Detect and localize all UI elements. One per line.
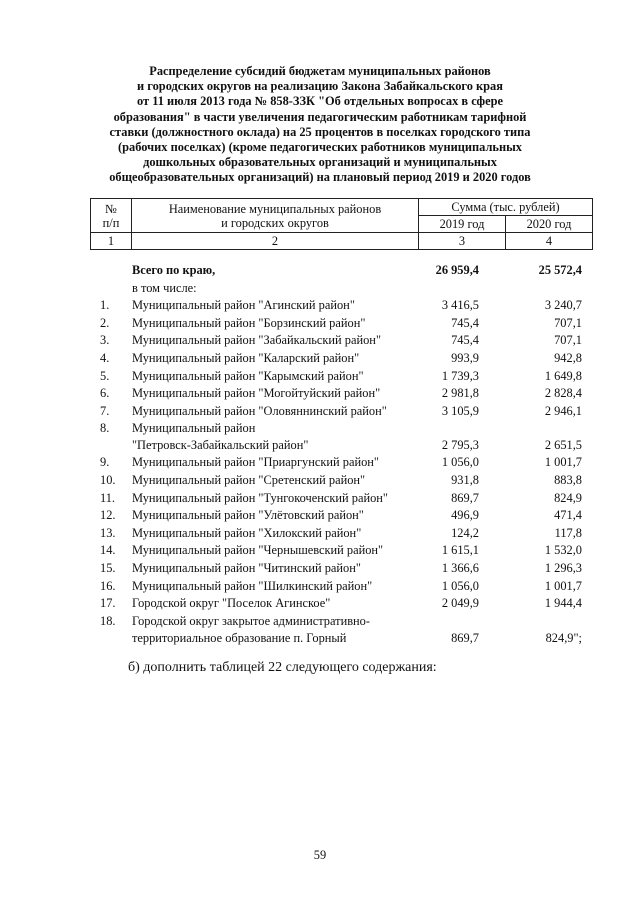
- row-value-2020: 3 240,7: [544, 298, 582, 313]
- row-number: 6.: [100, 386, 110, 401]
- row-name-line: Муниципальный район "Забайкальский район": [132, 333, 381, 348]
- row-value-2019: 931,8: [451, 472, 479, 487]
- table-row: [90, 350, 590, 368]
- row-name: [132, 332, 432, 350]
- title-line: (рабочих поселках) (кроме педагогических работников муниципальных: [118, 140, 522, 155]
- table-body: [90, 262, 590, 647]
- row-value-2020: 1 001,7: [544, 578, 582, 593]
- row-value-2020: 824,9";: [545, 630, 582, 645]
- table-row: [90, 560, 590, 578]
- header-name-line1: Наименование муниципальных районов: [168, 201, 382, 216]
- row-name: [132, 613, 432, 647]
- table-row: [90, 420, 590, 454]
- row-name: [132, 525, 432, 543]
- title-line: Распределение субсидий бюджетам муниципальных районов: [149, 64, 491, 78]
- header-2020: 2020 год: [506, 216, 593, 233]
- row-number: 17.: [100, 596, 116, 611]
- document-title: [86, 64, 554, 186]
- row-number: 2.: [100, 315, 110, 330]
- row-value-2019: 124,2: [451, 525, 479, 540]
- row-value-2019: 2 795,3: [441, 438, 479, 453]
- row-name-line: Муниципальный район "Читинский район": [132, 560, 361, 575]
- row-value-2019: 745,4: [451, 315, 479, 330]
- row-number: 11.: [100, 490, 116, 505]
- header-2019: 2019 год: [419, 216, 506, 233]
- row-name: [132, 350, 432, 368]
- row-value-2020: 1 944,4: [544, 596, 582, 611]
- total-2020: 25 572,4: [538, 263, 582, 277]
- row-name-line: Муниципальный район "Улётовский район": [132, 508, 364, 523]
- row-name-line: Муниципальный район "Сретенский район": [132, 472, 366, 487]
- row-number: 5.: [100, 368, 110, 383]
- row-value-2019: 993,9: [451, 350, 479, 365]
- title-line: образования" в части увеличения педагогическим работникам тарифной: [113, 109, 527, 124]
- table-header: [90, 198, 593, 250]
- title-line: ставки (должностного оклада) на 25 процентов в поселках городского типа: [109, 124, 531, 139]
- title-line: дошкольных образовательных организаций и муниципальных: [143, 155, 497, 170]
- row-name-line: Муниципальный район "Агинский район": [132, 298, 355, 313]
- table-row: [90, 542, 590, 560]
- row-name-line: Муниципальный район "Борзинский район": [132, 315, 366, 330]
- row-value-2020: 471,4: [554, 508, 582, 523]
- row-name-line: Муниципальный район "Каларский район": [132, 350, 360, 365]
- row-number: 3.: [100, 333, 110, 348]
- row-number: 14.: [100, 543, 116, 558]
- row-number: 18.: [100, 613, 116, 628]
- row-name: [132, 403, 432, 421]
- row-value-2019: 2 981,8: [441, 386, 479, 401]
- table-row: [90, 472, 590, 490]
- total-2019: 26 959,4: [435, 263, 479, 277]
- row-number: 13.: [100, 525, 116, 540]
- row-value-2019: 3 105,9: [441, 403, 479, 418]
- row-name: [132, 385, 432, 403]
- table-row: [90, 525, 590, 543]
- row-value-2019: 1 056,0: [441, 578, 479, 593]
- header-col-1: 1: [91, 233, 132, 250]
- row-name: [132, 297, 432, 315]
- table-row: [90, 613, 590, 647]
- total-label: Всего по краю,: [132, 263, 216, 277]
- row-name: [132, 507, 432, 525]
- row-value-2020: 2 946,1: [544, 403, 582, 418]
- row-number: 15.: [100, 560, 116, 575]
- row-value-2020: 707,1: [554, 315, 582, 330]
- row-name-line: Муниципальный район "Могойтуйский район": [132, 386, 381, 401]
- row-number: 16.: [100, 578, 116, 593]
- row-value-2019: 869,7: [451, 630, 479, 645]
- row-name-line: "Петровск-Забайкальский район": [132, 438, 309, 453]
- title-line: от 11 июля 2013 года № 858-ЗЗК "Об отдельных вопросах в сфере: [137, 94, 503, 109]
- row-number: 10.: [100, 472, 116, 487]
- header-num-cell: [91, 199, 132, 233]
- row-name-line: Муниципальный район "Чернышевский район": [132, 543, 384, 558]
- row-name: [132, 560, 432, 578]
- row-value-2019: 869,7: [451, 490, 479, 505]
- row-number: 9.: [100, 455, 110, 470]
- row-name-line: Муниципальный район "Тунгокоченский район": [132, 490, 388, 505]
- header-num-line2: п/п: [102, 215, 120, 230]
- row-value-2019: 3 416,5: [441, 298, 479, 313]
- row-name-line: Муниципальный район "Приаргунский район": [132, 455, 379, 470]
- including-label: в том числе:: [132, 280, 197, 295]
- row-value-2020: 117,8: [554, 525, 582, 540]
- row-value-2020: 1 296,3: [544, 560, 582, 575]
- table-row: [90, 368, 590, 386]
- row-value-2020: 1 532,0: [544, 543, 582, 558]
- title-line: общеобразовательных организаций) на плановый период 2019 и 2020 годов: [109, 170, 531, 185]
- row-name-line: Муниципальный район "Хилокский район": [132, 525, 362, 540]
- header-name-line2: и городских округов: [221, 215, 329, 230]
- row-value-2019: 1 615,1: [441, 543, 479, 558]
- row-number: 8.: [100, 421, 110, 436]
- table-row: [90, 332, 590, 350]
- row-value-2020: 883,8: [554, 472, 582, 487]
- row-value-2020: 2 651,5: [544, 438, 582, 453]
- row-name: [132, 454, 432, 472]
- table-row: [90, 454, 590, 472]
- table-row: [90, 507, 590, 525]
- row-value-2019: 1 739,3: [441, 368, 479, 383]
- row-name-line: Муниципальный район "Шилкинский район": [132, 578, 373, 593]
- row-name: [132, 315, 432, 333]
- row-value-2019: 1 366,6: [441, 560, 479, 575]
- row-value-2020: 1 001,7: [544, 455, 582, 470]
- row-name: [132, 595, 432, 613]
- header-col-3: 3: [419, 233, 506, 250]
- title-line: и городских округов на реализацию Закона Забайкальского края: [137, 79, 503, 94]
- row-value-2020: 942,8: [554, 350, 582, 365]
- table-row: [90, 297, 590, 315]
- row-name-line: территориальное образование п. Горный: [132, 630, 347, 645]
- amendment-text: б) дополнить таблицей 22 следующего содержания:: [128, 660, 437, 675]
- row-name: [132, 472, 432, 490]
- header-col-2: 2: [132, 233, 419, 250]
- row-name: [132, 420, 432, 454]
- row-value-2019: 2 049,9: [441, 596, 479, 611]
- row-name: [132, 368, 432, 386]
- row-value-2019: 496,9: [451, 508, 479, 523]
- row-name-line: Муниципальный район "Карымский район": [132, 368, 364, 383]
- header-name-cell: [132, 199, 419, 233]
- row-number: 12.: [100, 508, 116, 523]
- row-name-line: Городской округ "Поселок Агинское": [132, 596, 331, 611]
- including-row: [90, 280, 590, 298]
- row-number: 4.: [100, 350, 110, 365]
- row-value-2020: 824,9: [554, 490, 582, 505]
- table-row: [90, 595, 590, 613]
- row-name-line: Муниципальный район "Оловяннинский район": [132, 403, 387, 418]
- header-col-4: 4: [506, 233, 593, 250]
- table-row: [90, 315, 590, 333]
- row-value-2019: 1 056,0: [441, 455, 479, 470]
- row-name: [132, 542, 432, 560]
- row-value-2020: 1 649,8: [544, 368, 582, 383]
- total-row: [90, 262, 590, 280]
- row-value-2020: 2 828,4: [544, 386, 582, 401]
- table-row: [90, 578, 590, 596]
- row-name: [132, 490, 432, 508]
- row-value-2020: 707,1: [554, 333, 582, 348]
- table-row: [90, 385, 590, 403]
- table-row: [90, 403, 590, 421]
- header-num-line1: №: [105, 201, 117, 216]
- table-row: [90, 490, 590, 508]
- page-number: 59: [313, 848, 327, 862]
- row-name-line: Муниципальный район: [132, 421, 256, 436]
- row-name-line: Городской округ закрытое административно-: [132, 613, 370, 628]
- row-number: 7.: [100, 403, 110, 418]
- row-name: [132, 578, 432, 596]
- row-number: 1.: [100, 298, 110, 313]
- header-sum-cell: Сумма (тыс. рублей): [419, 199, 593, 216]
- row-value-2019: 745,4: [451, 333, 479, 348]
